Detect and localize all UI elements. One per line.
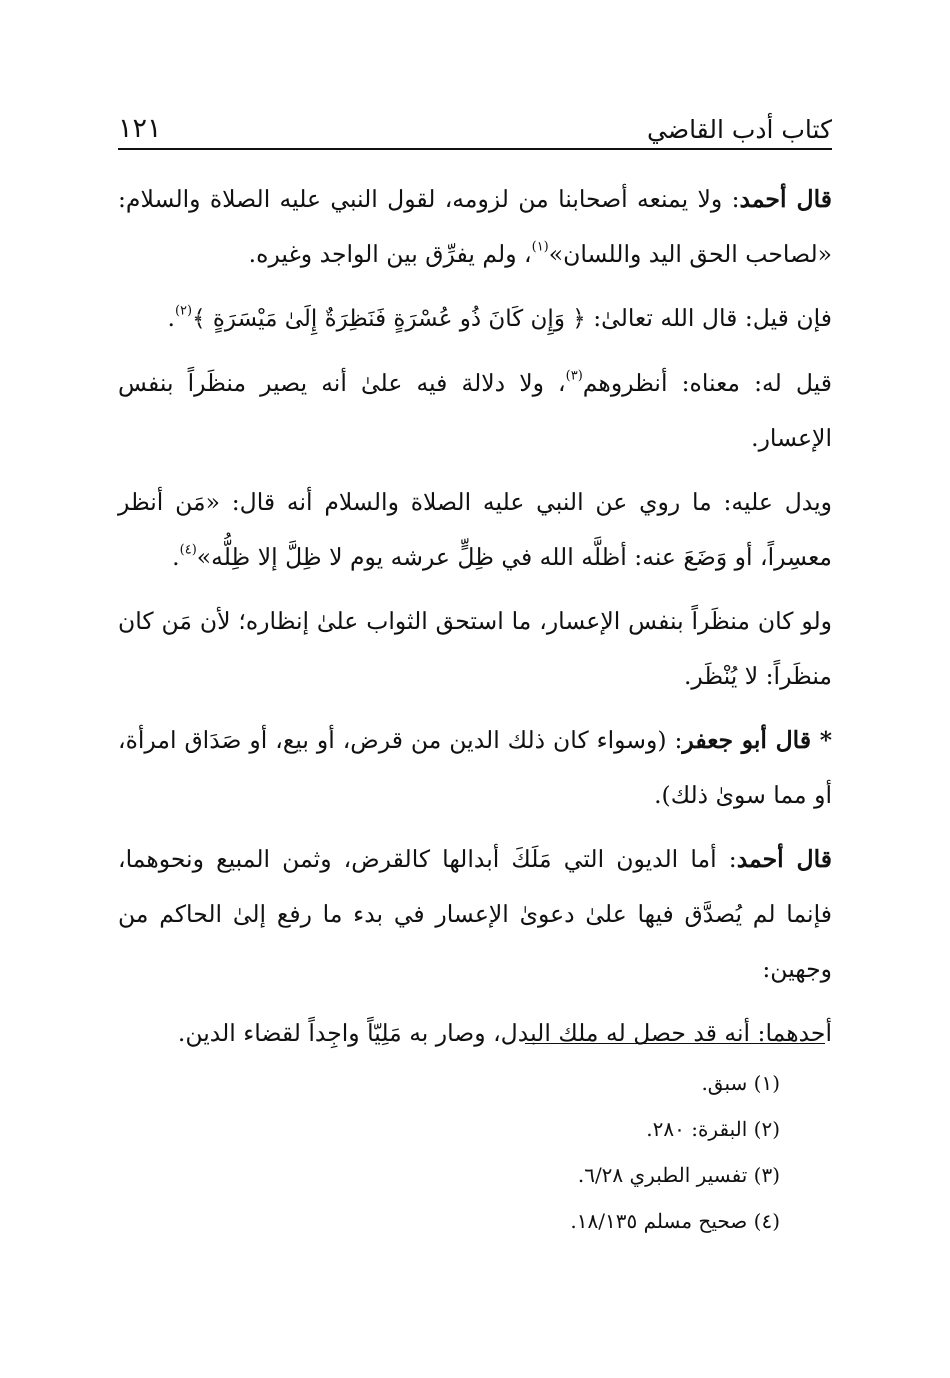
paragraph-text: ويدل عليه: ما روي عن النبي عليه الصلاة والسلام أنه قال: «مَن أنظر معسِراً، أو وَضَعَ عنه: أظلَّه الله في ظِلٍّ عرشه يوم لا ظِلَّ إلا ظِلُّه» [118,488,832,571]
paragraph [118,1006,832,1061]
footnote-ref: (٣) [565,368,583,384]
paragraph-text: ولو كان منظَراً بنفس الإعسار، ما استحق الثواب علىٰ إنظاره؛ لأن مَن كان منظَراً: لا يُنْظَر. [118,607,832,690]
speaker-label: قال أحمد [739,185,832,213]
running-header [118,100,832,150]
paragraph [118,594,832,704]
paragraph [118,291,832,347]
footnote: (٢) البقرة: ٢٨٠. [646,1117,780,1141]
paragraph-text: قيل له: معناه: أنظروهم [582,369,832,397]
paragraph-text: . [167,304,175,332]
paragraph [118,832,832,997]
footnote-divider [525,1043,825,1044]
footnotes [280,1060,780,1244]
book-title: كتاب أدب القاضي [647,115,832,144]
quran-verse: ﴿ وَإِن كَانَ ذُو عُسْرَةٍ فَنَظِرَةٌ إِلَىٰ مَيْسَرَةٍ ﴾ [192,306,586,332]
paragraph-text: . [172,543,180,571]
paragraph [118,172,832,282]
paragraph-text: : أما الديون التي مَلَكَ أبدالها كالقرض، وثمن المبيع ونحوهما، فإنما لم يُصدَّق فيها علىٰ دعوىٰ الإعسار في بدء ما رفع إلىٰ الحاكم من وجهين: [118,845,832,983]
paragraph [118,713,832,823]
paragraph-text: ، ولا دلالة فيه علىٰ أنه يصير منظَراً بنفس الإعسار. [118,369,832,452]
paragraph [118,475,832,585]
speaker-label: قال أحمد [736,845,832,873]
paragraph [118,356,832,466]
paragraph-text: : (وسواء كان ذلك الدين من قرض، أو بيع، أو صَدَاق امرأة، أو مما سوىٰ ذلك). [118,726,832,809]
page-number: ١٢١ [118,113,162,144]
footnote-ref: (١) [531,239,549,255]
footnote: (٤) صحيح مسلم ١٨/١٣٥. [570,1209,780,1233]
paragraph-text: أحدهما: أنه قد حصل له ملك البدل، وصار به مَلِيّاً واجِداً لقضاء الدين. [177,1019,832,1047]
speaker-label: * قال أبو جعفر [682,726,832,754]
paragraph-text: : ولا يمنعه أصحابنا من لزومه، لقول النبي عليه الصلاة والسلام: «لصاحب الحق اليد واللسان» [118,185,832,268]
footnote: (٣) تفسير الطبري ٦/٢٨. [577,1163,780,1187]
footnote-ref: (٤) [179,542,197,558]
footnote-ref: (٢) [174,303,193,319]
main-text [118,172,832,1070]
paragraph-text: ، ولم يفرِّق بين الواجد وغيره. [248,240,532,268]
footnote: (١) سبق. [701,1071,780,1095]
paragraph-text: فإن قيل: قال الله تعالىٰ: [585,304,832,332]
